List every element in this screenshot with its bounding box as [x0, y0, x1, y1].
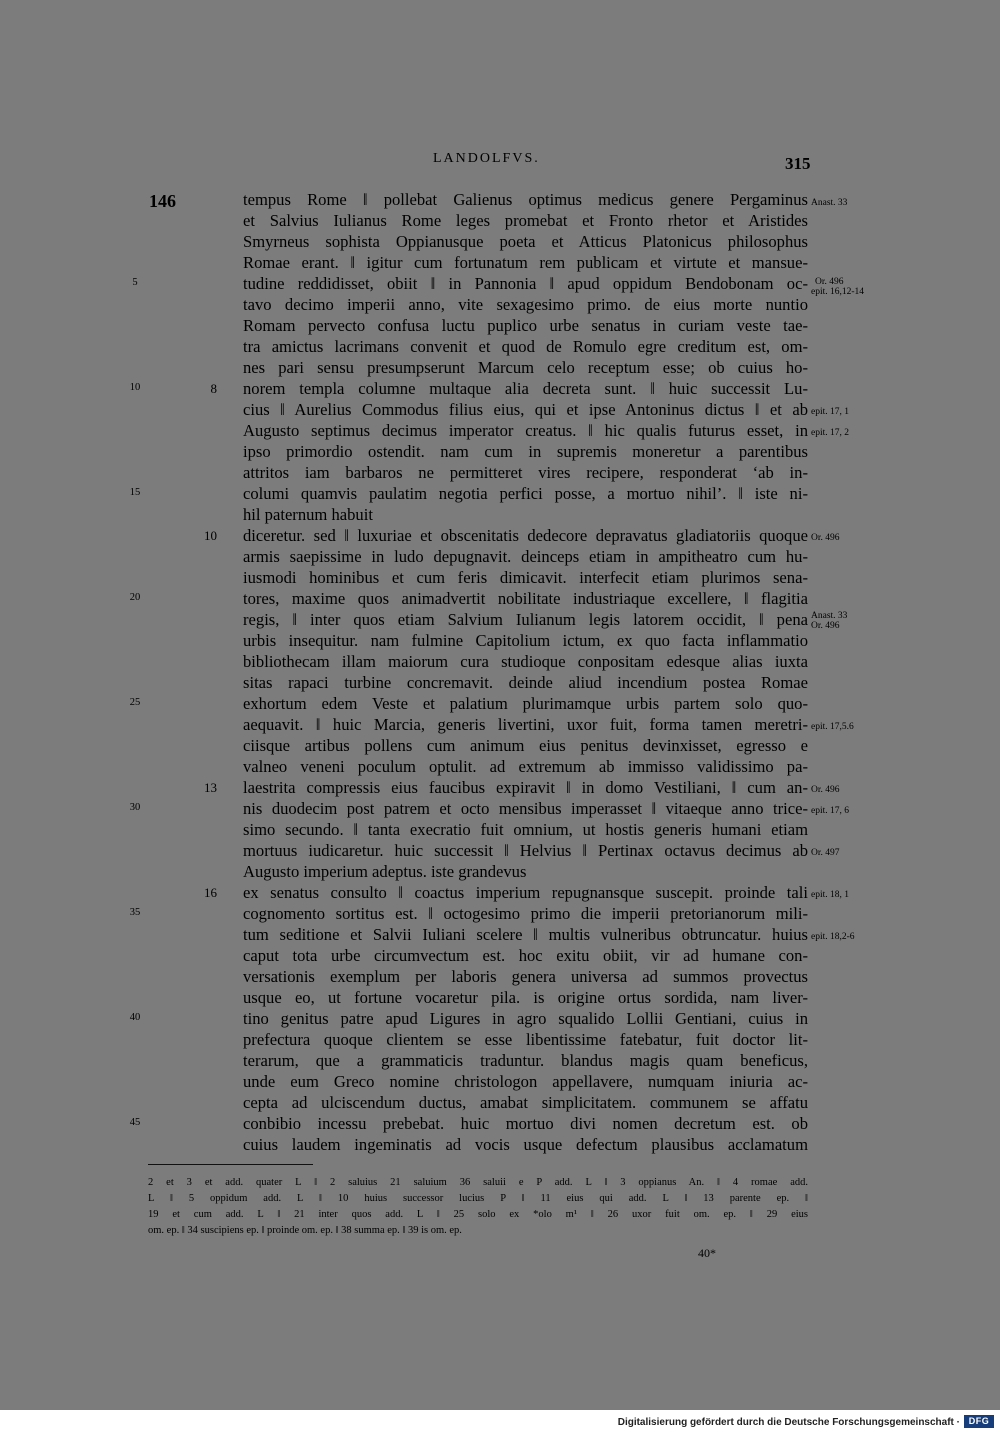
text-line: usque eo, ut fortune vocaretur pila. is origine ortus sordida, nam liver- — [243, 988, 808, 1007]
text-line: tra amictus lacrimans convenit et quod de Romulo egre creditum est, om- — [243, 337, 808, 356]
text-line: nis duodecim post patrem et octo mensibus imperasset ‖ vitaeque anno trice- — [243, 799, 808, 818]
text-line: prefectura quoque clientem se esse libentissime fatebatur, fuit doctor lit- — [243, 1030, 808, 1049]
dfg-logo[interactable]: DFG — [964, 1415, 994, 1428]
text-line: diceretur. sed ‖ luxuriae et obscenitatis dedecore depravatus gladiatoriis quoque — [243, 526, 808, 545]
text-line: tavo decimo imperii anno, vite sexagesimo primo. de eius morte nuntio — [243, 295, 808, 314]
margin-note: Or. 496 — [811, 621, 840, 631]
text-line: tudine reddidisset, obiit ‖ in Pannonia ‖ apud oppidum Bendobonam oc- — [243, 274, 808, 293]
text-line: bibliothecam illam maiorum cura studioque conpositam edesque alias iuxta — [243, 652, 808, 671]
running-header-title: LANDOLFVS. — [433, 151, 540, 166]
text-line: attritos iam barbaros ne permitteret vires recipere, responderat ‘ab in- — [243, 463, 808, 482]
text-line: Smyrneus sophista Oppianusque poeta et Atticus Platonicus philosophus — [243, 232, 808, 251]
text-line: norem templa columne multaque alia decreta sunt. ‖ huic successit Lu- — [243, 379, 808, 398]
text-line: tempus Rome ‖ pollebat Galienus optimus medicus genere Pergaminus — [243, 190, 808, 209]
line-number: 35 — [129, 907, 141, 918]
text-line: iusmodi hominibus et cum feris dimicavit. interfecit etiam plurimos sena- — [243, 568, 808, 587]
text-line: caput tota urbe circumvectum est. hoc exitu obiit, vir ad humane con- — [243, 946, 808, 965]
footnote-line: 2 et 3 et add. quater L ‖ 2 saluius 21 saluium 36 saluii e P add. L ‖ 3 oppianus An. ‖ 4 romae add. — [148, 1177, 808, 1188]
margin-note: Or. 496 — [811, 785, 840, 795]
line-number: 30 — [129, 802, 141, 813]
margin-note: Anast. 33 — [811, 611, 848, 621]
section-number: 10 — [204, 528, 217, 543]
margin-note: Or. 496 — [811, 533, 840, 543]
credit-bar — [0, 1410, 1000, 1434]
text-line: cognomento sortitus est. ‖ octogesimo primo die imperii pretorianorum mili- — [243, 904, 808, 923]
text-line: mortuus iudicaretur. huic successit ‖ Helvius ‖ Pertinax octavus decimus ab — [243, 841, 808, 860]
chapter-number: 146 — [149, 191, 176, 211]
text-line: tores, maxime quos animadvertit nobilitate industriaque excellere, ‖ flagitia — [243, 589, 808, 608]
margin-note: epit. 17, 1 — [811, 407, 849, 417]
text-line: exhortum edem Veste et palatium plurimamque urbis partem solo quo- — [243, 694, 808, 713]
text-line: columi quamvis paulatim negotia perfici posse, a mortuo nihil’. ‖ iste ni- — [243, 484, 808, 503]
margin-note: Or. 497 — [811, 848, 840, 858]
text-line: cuius laudem ingeminatis ad vocis usque defectum plausibus acclamatum — [243, 1135, 808, 1154]
line-number: 25 — [129, 697, 141, 708]
line-number: 20 — [129, 592, 141, 603]
text-line: terarum, que a grammaticis traduntur. blandus magis quam beneficus, — [243, 1051, 808, 1070]
text-line: unde eum Greco nomine christologon appellavere, numquam iniuria ac- — [243, 1072, 808, 1091]
margin-note: epit. 18, 1 — [811, 890, 849, 900]
footnote-divider — [148, 1164, 313, 1165]
text-line: simo secundo. ‖ tanta execratio fuit omnium, ut hostis generis humani etiam — [243, 820, 808, 839]
text-line: conbibio incessu prebebat. huic mortuo divi nomen decretum est. ob — [243, 1114, 808, 1133]
margin-note: epit. 18,2-6 — [811, 932, 855, 942]
text-line: aequavit. ‖ huic Marcia, generis livertini, uxor fuit, forma tamen meretri- — [243, 715, 808, 734]
text-line: Augusto imperium adeptus. iste grandevus — [243, 862, 527, 881]
signature-mark: 40* — [698, 1246, 716, 1260]
section-number: 16 — [204, 885, 217, 900]
section-number: 13 — [204, 780, 217, 795]
margin-note: epit. 16,12-14 — [811, 287, 865, 297]
footnote-line: L ‖ 5 oppidum add. L ‖ 10 huius successor lucius P ‖ 11 eius qui add. L ‖ 13 parente ep. ‖ — [148, 1193, 808, 1204]
text-line: cepta ad ulciscendum ductus, amabat simplicitatem. communem se affatu — [243, 1093, 808, 1112]
text-line: Romae erant. ‖ igitur cum fortunatum rem publicam et virtute et mansue- — [243, 253, 808, 272]
line-number: 5 — [132, 277, 138, 288]
footnote-line: 19 et cum add. L ‖ 21 inter quos add. L ‖ 25 solo ex *olo m¹ ‖ 26 uxor fuit om. ep. ‖ 29 eius — [148, 1209, 808, 1220]
margin-note: epit. 17, 6 — [811, 806, 849, 816]
text-line: ciisque artibus pollens cum animum eius penitus devinxisset, egresso e — [243, 736, 808, 755]
credit-text: Digitalisierung gefördert durch die Deutsche Forschungsgemeinschaft · — [617, 1417, 960, 1428]
margin-note: epit. 17,5.6 — [811, 722, 854, 732]
text-line: laestrita compressis eius faucibus expiravit ‖ in domo Vestiliani, ‖ cum an- — [243, 778, 808, 797]
text-line: tino genitus patre apud Ligures in agro squalido Lollii Gentiani, cuius in — [243, 1009, 808, 1028]
text-line: hil paternum habuit — [243, 505, 373, 524]
text-line: tum seditione et Salvii Iuliani scelere ‖ multis vulneribus obtruncatur. huius — [243, 925, 808, 944]
text-line: cius ‖ Aurelius Commodus filius eius, qui et ipse Antoninus dictus ‖ et ab — [243, 400, 808, 419]
text-line: armis saepissime in ludo depugnavit. deinceps etiam in ampitheatro cum hu- — [243, 547, 808, 566]
text-line: regis, ‖ inter quos etiam Salvium Iulianum legis latorem occidit, ‖ pena — [243, 610, 808, 629]
text-line: Romam pervecto confusa luctu puplico urbe senatus in curiam veste tae- — [243, 316, 808, 335]
text-line: ipso primordio ostendit. nam cum in supremis moneretur a parentibus — [243, 442, 808, 461]
text-line: versationis exemplum per laboris genera universa ad summos provectus — [243, 967, 808, 986]
line-number: 15 — [129, 487, 141, 498]
text-line: Augusto septimus decimus imperator creatus. ‖ hic qualis futurus esset, in — [243, 421, 808, 440]
text-line: nes pari sensu presumpserunt Marcum celo receptum esse; ob cuius ho- — [243, 358, 808, 377]
text-line: valneo veneni poculum optulit. ad extremum ab immisso validissimo pa- — [243, 757, 808, 776]
text-line: ex senatus consulto ‖ coactus imperium repugnansque suscepit. proinde tali — [243, 883, 808, 902]
page-number: 315 — [785, 154, 811, 173]
text-line: et Salvius Iulianus Rome leges promebat et Fronto rhetor et Aristides — [243, 211, 808, 230]
margin-note: Anast. 33 — [811, 198, 848, 208]
line-number: 45 — [129, 1117, 141, 1128]
line-number: 40 — [129, 1012, 141, 1023]
margin-note: Or. 496 — [815, 277, 844, 287]
section-number: 8 — [210, 381, 217, 396]
margin-note: epit. 17, 2 — [811, 428, 849, 438]
footnote-line: om. ep. ‖ 34 suscipiens ep. ‖ proinde om. ep. ‖ 38 summa ep. ‖ 39 is om. ep. — [148, 1225, 462, 1236]
line-number: 10 — [129, 382, 141, 393]
text-line: sitas rapaci turbine concremavit. deinde aliud incendium postea Romae — [243, 673, 808, 692]
text-line: urbis insequitur. nam fulmine Capitolium ictum, ex quo facta inflammatio — [243, 631, 808, 650]
